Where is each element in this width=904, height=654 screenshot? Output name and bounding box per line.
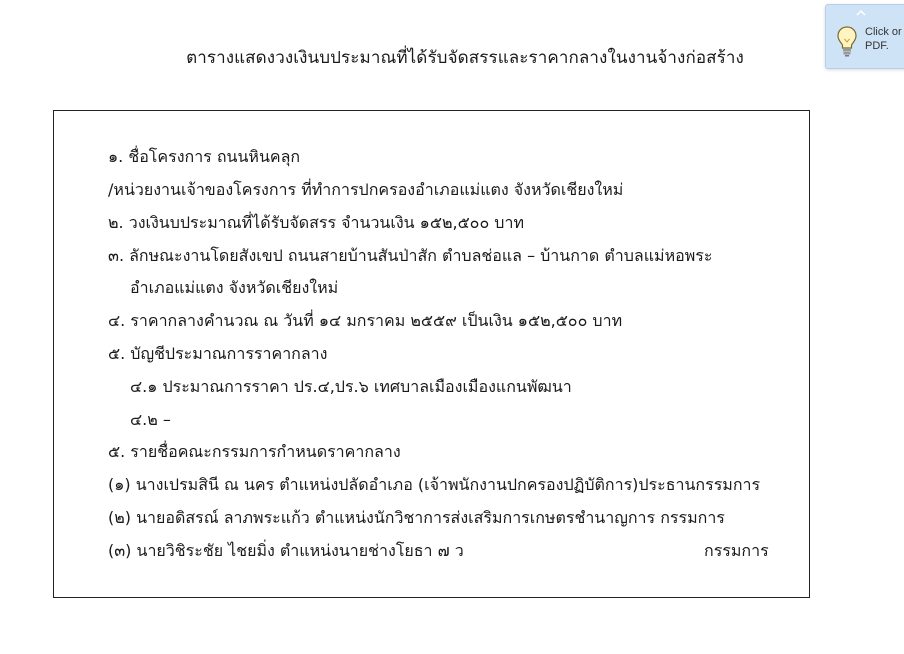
work-description-line: ๓. ลักษณะงานโดยสังเขป ถนนสายบ้านสันป่าสัก ตำบลช่อแล – บ้านกาด ตำบลแม่หอพระ [108, 246, 713, 265]
committee-member-1: (๑) นางเปรมสินี ณ นคร ตำแหน่งปลัดอำเภอ (เจ้าพนักงานปกครองปฏิบัติการ)ประธานกรรมการ [108, 475, 761, 494]
chevron-up-icon[interactable] [856, 8, 866, 18]
project-name-line: ๑. ชื่อโครงการ ถนนหินคลุก [108, 147, 301, 166]
committee-member-3: (๓) นายวิชิระชัย ไชยมิ่ง ตำแหน่งนายช่างโยธา ๗ ว [108, 541, 464, 560]
budget-line: ๒. วงเงินบประมาณที่ได้รับจัดสรร จำนวนเงิน ๑๕๒,๕๐๐ บาท [108, 213, 524, 232]
committee-member-3-role: กรรมการ [704, 541, 769, 560]
work-description-continued: อำเภอแม่แตง จังหวัดเชียงใหม่ [130, 278, 339, 297]
owner-agency-line: /หน่วยงานเจ้าของโครงการ ที่ทำการปกครองอำเภอแม่แตง จังหวัดเชียงใหม่ [108, 180, 624, 199]
pdf-tooltip[interactable] [825, 4, 904, 69]
committee-member-2: (๒) นายอดิสรณ์ ลาภพระแก้ว ตำแหน่งนักวิชาการส่งเสริมการเกษตรชำนาญการ กรรมการ [108, 508, 725, 527]
document-title: ตารางแสดงวงเงินบประมาณที่ได้รับจัดสรรและราคากลางในงานจ้างก่อสร้าง [186, 48, 744, 68]
estimate-list-heading: ๕. บัญชีประมาณการราคากลาง [108, 344, 328, 363]
tooltip-text: Click or PDF. [865, 26, 902, 52]
committee-heading: ๕. รายชื่อคณะกรรมการกำหนดราคากลาง [108, 442, 401, 461]
median-price-line: ๔. ราคากลางคำนวณ ณ วันที่ ๑๔ มกราคม ๒๕๕๙ เป็นเงิน ๑๕๒,๕๐๐ บาท [108, 311, 623, 330]
estimate-item-1: ๔.๑ ประมาณการราคา ปร.๔,ปร.๖ เทศบาลเมืองเมืองแกนพัฒนา [130, 377, 572, 396]
lightbulb-icon [836, 25, 858, 57]
estimate-item-2: ๔.๒ – [130, 410, 171, 429]
